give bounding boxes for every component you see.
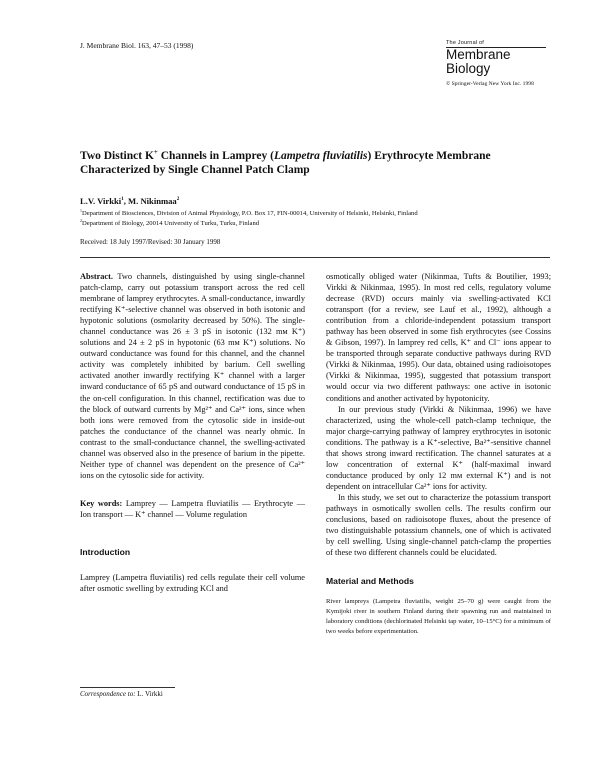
abstract-label: Abstract. [80,272,113,281]
article-title-line2: Characterized by Single Channel Patch Clamp [80,164,310,176]
right-column [326,271,551,637]
methods-heading: Material and Methods [326,576,414,587]
header-divider [80,257,550,258]
keywords [80,498,305,520]
keywords-label: Key words: [80,498,123,508]
journal-brand [446,40,546,87]
copyright-notice: © Springer-Verlag New York Inc. 1998 [446,81,534,87]
methods-text: River lampreys (Lampetra fluviatilis, weight 25–70 g) were caught from the Kymijoki river in southern Finland during their spawning run and maintained in laboratory conditions (dechlorinated Helsinki tap water, 10–15°C) for a minimum of two weeks before experimentation. [326,598,551,635]
intro-paragraph-3: In this study, we set out to characterize the potassium transport pathways in osmotically swollen cells. The results confirm our conclusions, based on radioisotope fluxes, about the presence of two distinguishable potassium channels, one of which is activated by cell swelling. Using single-channel patch-clamp the properties of these two different channels could be elucidated. [326,492,551,558]
journal-brand-name-line2: Biology [446,61,491,76]
article-title-line1: Two Distinct K+ Channels in Lamprey (Lampetra fluviatilis) Erythrocyte Membrane [80,149,491,162]
abstract [80,271,305,481]
left-column [80,271,305,594]
received-dates: Received: 18 July 1997/Revised: 30 January 1998 [80,238,221,246]
intro-paragraph-2: In our previous study (Virkki & Nikinmaa, 1996) we have characterized, using the whole-cell patch-clamp technique, the major charge-carrying pathway of lamprey erythrocytes in isotonic conditions. The pathway is a K⁺-selective, Ba²⁺-sensitive channel that shows strong inward rectification. The channel saturates at a low concentration of external K⁺ (half-maximal inward conductance produced by only 12 mᴍ external K⁺) and is not dependent on intracellular Ca²⁺ ions for activity. [326,404,551,491]
author-list: L.V. Virkki$^1$, M. Nikinmaa$^2$ [80,196,180,206]
journal-brand-small: The Journal of [446,40,484,46]
article-title [80,149,550,177]
affiliation-2: $^2$Department of Biology, 20014 University of Turku, Turku, Finland [80,217,260,227]
journal-reference: J. Membrane Biol. 163, 47–53 (1998) [80,41,194,50]
introduction-text: Lamprey (Lampetra fluviatilis) red cells regulate their cell volume after osmotic swelling by extruding KCl and [80,573,305,594]
abstract-text: Two channels, distinguished by using single-channel patch-clamp, carry out potassium transport across the red cell membrane of lamprey erythrocytes. A small-conductance, inwardly rectifying K⁺-selective channel was observed in both isotonic and hypotonic solutions (osmolarity decreased by 50%). The single-channel conductance was 26 ± 3 pS in isotonic (132 mᴍ K⁺) solutions and 24 ± 2 pS in hypotonic (63 mᴍ K⁺) solutions. No outward conductance was found for this channel, and the channel activity was completely inhibited by barium. Cell swelling activated another inwardly rectifying K⁺ channel with a larger inward conductance of 65 pS and outward conductance of 15 pS in the on-cell configuration. In this channel, rectification was due to the block of outward currents by Mg²⁺ and Ca²⁺ ions, since when both ions were removed from the cytosolic side in inside-out patches the conductance of the channel was nearly ohmic. In contrast to the small-conductance channel, the swelling-activated channel was observed also in the presence of barium in the pipette. Neither type of channel was dependent on the presence of Ca²⁺ ions on the cytosolic side for activity. [80,272,305,480]
keywords-text: Lamprey — Lampetra fluviatilis — Erythrocyte — Ion transport — K⁺ channel — Volume regulation [80,498,305,519]
journal-brand-name-line1: Membrane [446,47,511,62]
affiliations [80,209,550,228]
footnote-divider [80,687,175,688]
correspondence-footnote: Correspondence to: L. Virkki [80,690,163,698]
introduction-heading: Introduction [80,546,131,557]
intro-paragraph-1: osmotically obliged water (Nikinmaa, Tufts & Boutilier, 1993; Virkki & Nikinmaa, 1995). In most red cells, regulatory volume decrease (RVD) occurs mainly via swelling-activated KCl cotransport (for a review, see Lauf et al., 1992), although a contribution from a chloride-independent potassium transport pathway has been observed in some fish erythrocytes (see Cossins & Gibson, 1997). In lamprey red cells, K⁺ and Cl⁻ ions appear to be transported through separate conductive pathways during RVD (Virkki & Nikinmaa, 1995). Our data, obtained using radioisotopes (Virkki & Nikinmaa, 1995), suggested that potassium transport would occur via two different pathways: one active in isotonic conditions and another activated by hypotonicity. [326,272,551,403]
affiliation-1: $^1$Department of Biosciences, Division of Animal Physiology, P.O. Box 17, FIN-00014, University of Helsinki, Helsinki, Finland [80,207,418,217]
